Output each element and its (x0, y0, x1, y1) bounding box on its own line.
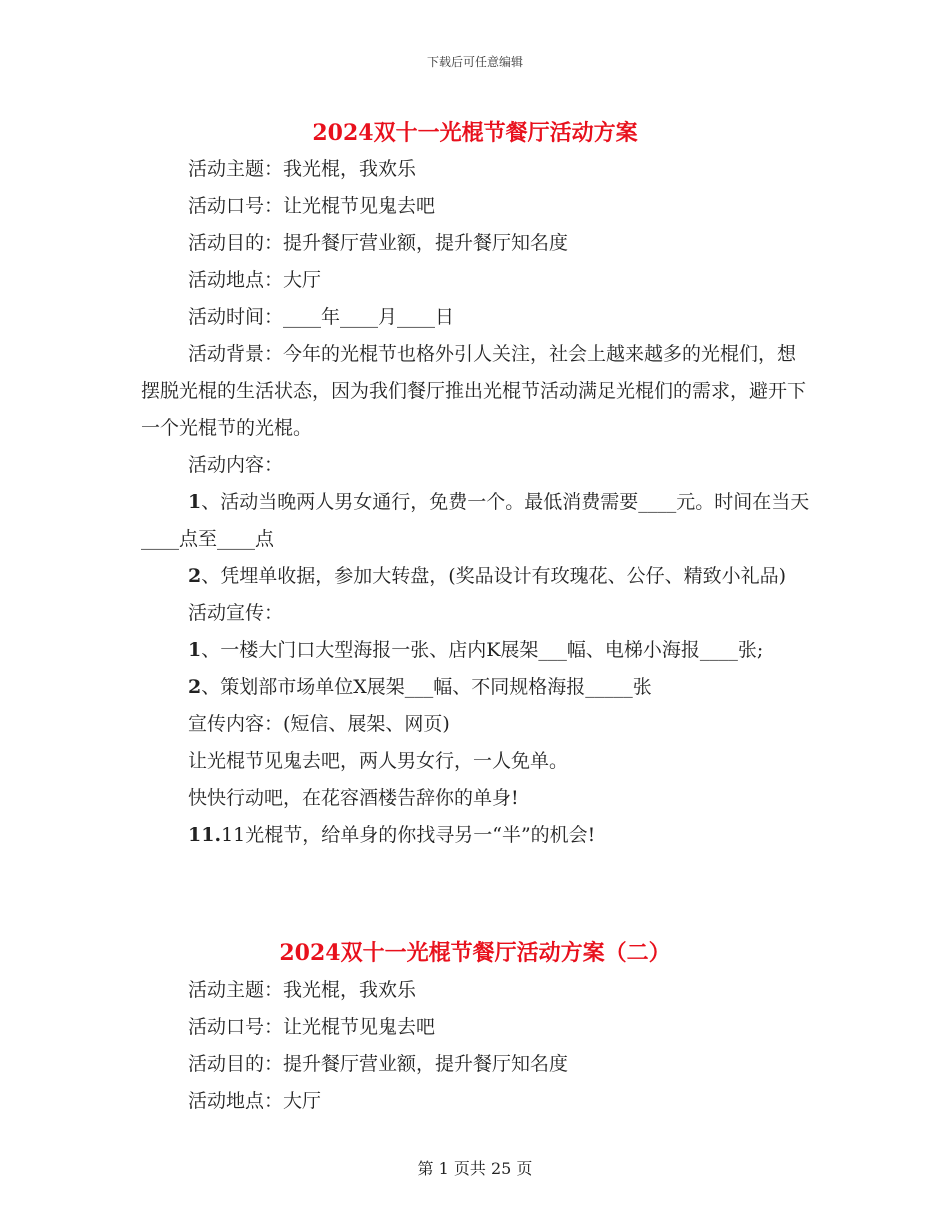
activity-background: 活动背景：今年的光棍节也格外引人关注，社会上越来越多的光棍们，想摆脱光棍的生活状态，因为我们餐厅推出光棍节活动满足光棍们的需求，避开下一个光棍节的光棍。 (141, 343, 807, 439)
line-number: 11. (188, 824, 222, 846)
section-2-title: 2024双十一光棍节餐厅活动方案（二） (279, 940, 671, 966)
activity-goal: 活动目的：提升餐厅营业额，提升餐厅知名度 (188, 1053, 569, 1075)
activity-place: 活动地点：大厅 (188, 269, 322, 291)
activity-theme: 活动主题：我光棍，我欢乐 (188, 158, 417, 180)
promo-line-1: 让光棍节见鬼去吧，两人男女行，一人免单。 (188, 750, 569, 772)
activity-content-label: 活动内容： (188, 454, 284, 476)
promo-item-1 (141, 632, 811, 669)
item-number: 2 (188, 565, 202, 587)
promo-line-2: 快快行动吧，在花容酒楼告辞你的单身! (188, 787, 519, 809)
item-text: 、活动当晚两人男女通行，免费一个。最低消费需要____元。时间在当天____点至____点 (141, 491, 810, 550)
promo-line-3 (141, 817, 811, 854)
activity-slogan: 活动口号：让光棍节见鬼去吧 (188, 1016, 436, 1038)
activity-time: 活动时间：____年____月____日 (188, 306, 455, 328)
activity-slogan: 活动口号：让光棍节见鬼去吧 (188, 195, 436, 217)
activity-goal: 活动目的：提升餐厅营业额，提升餐厅知名度 (188, 232, 569, 254)
promo-content: 宣传内容：(短信、展架、网页) (188, 713, 450, 735)
promo-item-2 (141, 669, 811, 706)
item-number: 1 (188, 639, 202, 661)
activity-content-item-1 (141, 484, 811, 558)
promo-label: 活动宣传： (188, 602, 284, 624)
section-1-body (141, 151, 811, 854)
item-text: 、策划部市场单位X展架___幅、不同规格海报_____张 (201, 676, 652, 698)
item-text: 、一楼大门口大型海报一张、店内K展架___幅、电梯小海报____张; (201, 639, 764, 661)
page-footer: 第 1 页共 25 页 (417, 1159, 533, 1178)
activity-content-item-2 (141, 558, 811, 595)
document-title: 2024双十一光棍节餐厅活动方案 (312, 120, 638, 146)
activity-place: 活动地点：大厅 (188, 1090, 322, 1112)
item-number: 2 (188, 676, 202, 698)
item-number: 1 (188, 491, 202, 513)
activity-theme: 活动主题：我光棍，我欢乐 (188, 979, 417, 1001)
line-text: 11光棍节，给单身的你找寻另一“半”的机会! (221, 824, 596, 846)
item-text: 、凭埋单收据，参加大转盘，(奖品设计有玫瑰花、公仔、精致小礼品) (201, 565, 787, 587)
section-2-body (141, 972, 811, 1120)
page-header: 下载后可任意编辑 (426, 55, 523, 69)
